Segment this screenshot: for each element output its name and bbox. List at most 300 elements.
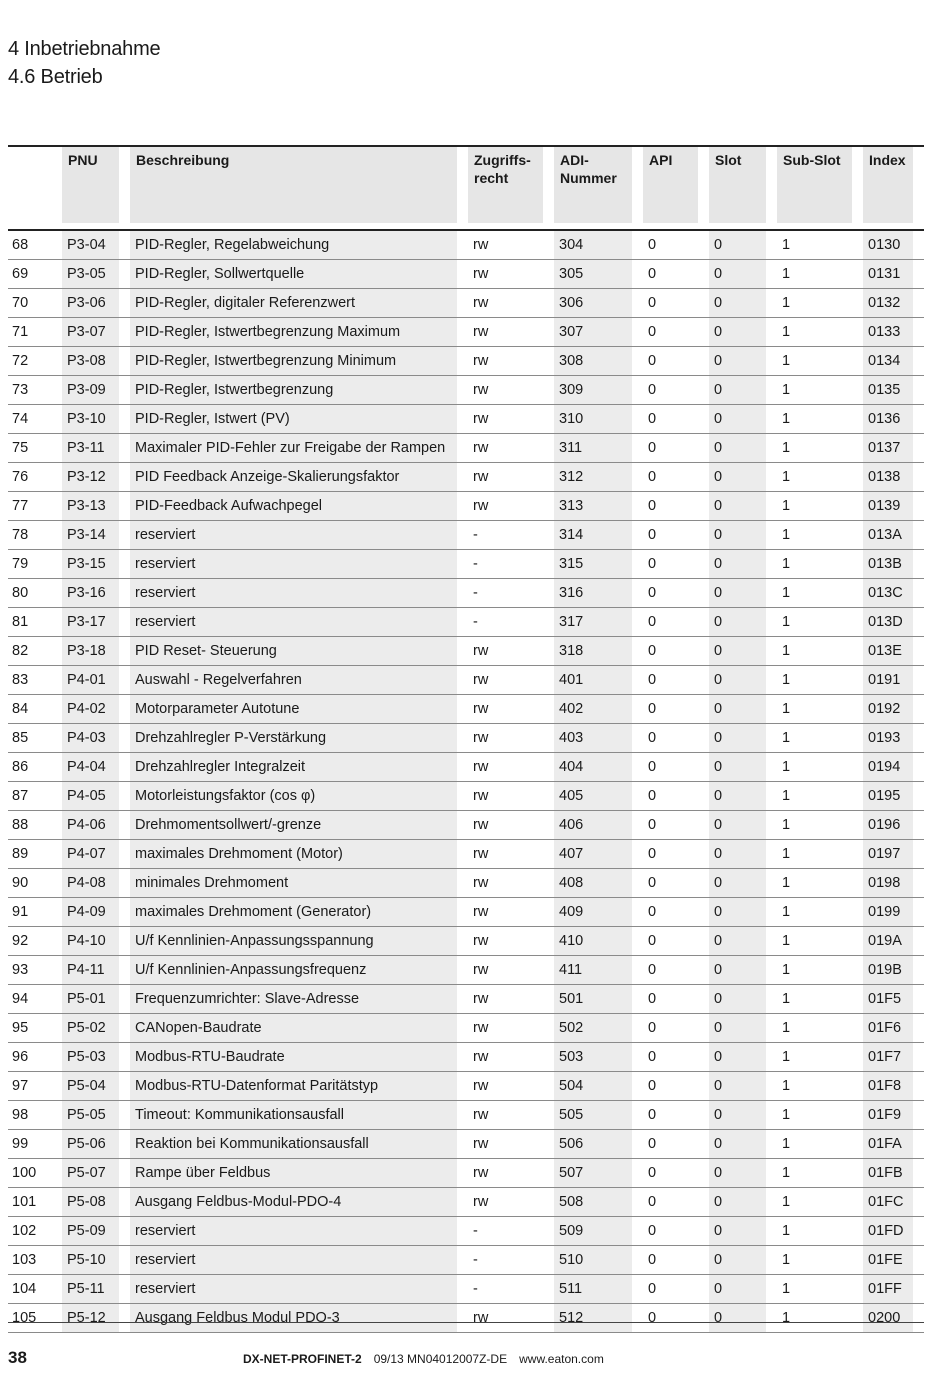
cell-zugriffsrecht — [468, 1188, 554, 1217]
cell-pnu — [62, 840, 130, 869]
cell-text: - — [473, 614, 478, 630]
cell-sub-slot — [777, 1072, 863, 1101]
cell-pnu — [62, 463, 130, 492]
cell-api — [643, 521, 709, 550]
cell-text: P5-08 — [62, 1188, 119, 1216]
cell-sub-slot — [777, 347, 863, 376]
cell-slot — [709, 1072, 777, 1101]
cell-text: 013E — [863, 637, 913, 665]
cell-text: Auswahl - Regelverfahren — [130, 666, 457, 694]
cell-text: P5-06 — [62, 1130, 119, 1158]
cell-sub-slot — [777, 1217, 863, 1246]
cell-pnu — [62, 898, 130, 927]
cell-text: rw — [473, 469, 489, 485]
cell-text: 0 — [709, 927, 766, 955]
cell-text: P5-10 — [62, 1246, 119, 1274]
cell-text: 0 — [709, 492, 766, 520]
cell-zugriffsrecht — [468, 637, 554, 666]
cell-api — [643, 1014, 709, 1043]
header-label: Slot — [709, 147, 766, 223]
cell-index — [863, 231, 924, 260]
cell-text: U/f Kennlinien-Anpassungsfrequenz — [130, 956, 457, 984]
cell-text: rw — [473, 701, 489, 717]
cell-text: rw — [473, 440, 489, 456]
cell-text: rw — [473, 1078, 489, 1094]
cell-index — [863, 637, 924, 666]
cell-text: 401 — [554, 666, 632, 694]
cell-slot — [709, 1188, 777, 1217]
cell-index — [863, 1130, 924, 1159]
cell-text: PID-Regler, Istwertbegrenzung Maximum — [130, 318, 457, 346]
cell-text: 01FD — [863, 1217, 913, 1245]
cell-adi-nummer — [554, 666, 643, 695]
cell-text: 0 — [709, 1304, 766, 1332]
cell-sub-slot — [777, 898, 863, 927]
cell-slot — [709, 492, 777, 521]
cell-text: 1 — [782, 295, 791, 311]
cell-api — [643, 289, 709, 318]
cell-text: 84 — [12, 701, 29, 717]
cell-text: P4-08 — [62, 869, 119, 897]
cell-text: P4-07 — [62, 840, 119, 868]
cell-pnu — [62, 434, 130, 463]
cell-index — [863, 695, 924, 724]
cell-text: Timeout: Kommunikationsausfall — [130, 1101, 457, 1129]
cell-adi-nummer — [554, 1246, 643, 1275]
cell-slot — [709, 782, 777, 811]
cell-index — [863, 550, 924, 579]
cell-text: 97 — [12, 1078, 29, 1094]
cell-zugriffsrecht — [468, 608, 554, 637]
cell-text: 502 — [554, 1014, 632, 1042]
cell-sub-slot — [777, 1159, 863, 1188]
cell-beschreibung — [130, 782, 468, 811]
cell-zugriffsrecht — [468, 1159, 554, 1188]
header-col-slot — [709, 145, 777, 231]
cell-zugriffsrecht — [468, 985, 554, 1014]
cell-text: 1 — [782, 962, 791, 978]
cell-text: P3-18 — [62, 637, 119, 665]
cell-api — [643, 376, 709, 405]
cell-text: P3-10 — [62, 405, 119, 433]
cell-nr — [8, 260, 62, 289]
cell-slot — [709, 579, 777, 608]
cell-adi-nummer — [554, 521, 643, 550]
cell-text: 1 — [782, 875, 791, 891]
header-label: Index — [863, 147, 913, 223]
cell-text: 95 — [12, 1020, 29, 1036]
cell-text: 01FA — [863, 1130, 913, 1158]
cell-text: 0 — [648, 875, 657, 891]
cell-nr — [8, 1159, 62, 1188]
cell-sub-slot — [777, 1188, 863, 1217]
cell-api — [643, 463, 709, 492]
cell-text: P5-05 — [62, 1101, 119, 1129]
cell-sub-slot — [777, 1275, 863, 1304]
cell-sub-slot — [777, 405, 863, 434]
cell-index — [863, 463, 924, 492]
cell-text: 1 — [782, 440, 791, 456]
cell-text: 01FF — [863, 1275, 913, 1303]
cell-index — [863, 347, 924, 376]
cell-text: Ausgang Feldbus Modul PDO-3 — [130, 1304, 457, 1332]
cell-adi-nummer — [554, 608, 643, 637]
cell-text: 0197 — [863, 840, 913, 868]
cell-text: 314 — [554, 521, 632, 549]
cell-index — [863, 521, 924, 550]
cell-text: 0 — [709, 434, 766, 462]
cell-text: 0 — [648, 1223, 657, 1239]
cell-text: 1 — [782, 701, 791, 717]
cell-api — [643, 260, 709, 289]
cell-sub-slot — [777, 753, 863, 782]
cell-text: 0 — [648, 353, 657, 369]
cell-adi-nummer — [554, 550, 643, 579]
cell-text: P4-04 — [62, 753, 119, 781]
cell-pnu — [62, 1043, 130, 1072]
cell-text: P4-11 — [62, 956, 119, 984]
cell-text: 78 — [12, 527, 29, 543]
cell-text: 0 — [648, 585, 657, 601]
cell-nr — [8, 1130, 62, 1159]
cell-text: reserviert — [130, 1275, 457, 1303]
cell-text: 0 — [709, 231, 766, 259]
cell-adi-nummer — [554, 1130, 643, 1159]
cell-pnu — [62, 695, 130, 724]
cell-index — [863, 840, 924, 869]
cell-text: 71 — [12, 324, 29, 340]
cell-text: Modbus-RTU-Datenformat Paritätstyp — [130, 1072, 457, 1100]
cell-text: Drehzahlregler P-Verstärkung — [130, 724, 457, 752]
cell-nr — [8, 289, 62, 318]
cell-nr — [8, 1188, 62, 1217]
cell-nr — [8, 1014, 62, 1043]
cell-api — [643, 811, 709, 840]
cell-text: 0 — [648, 440, 657, 456]
cell-text: 511 — [554, 1275, 632, 1303]
cell-slot — [709, 840, 777, 869]
cell-zugriffsrecht — [468, 927, 554, 956]
cell-text: 1 — [782, 672, 791, 688]
cell-text: 1 — [782, 1020, 791, 1036]
table-row — [8, 405, 924, 434]
cell-beschreibung — [130, 1188, 468, 1217]
cell-text: 1 — [782, 1136, 791, 1152]
cell-text: 69 — [12, 266, 29, 282]
cell-text: 0132 — [863, 289, 913, 317]
cell-text: rw — [473, 382, 489, 398]
cell-zugriffsrecht — [468, 347, 554, 376]
cell-nr — [8, 1304, 62, 1333]
cell-zugriffsrecht — [468, 695, 554, 724]
cell-sub-slot — [777, 289, 863, 318]
cell-text: P5-07 — [62, 1159, 119, 1187]
cell-api — [643, 579, 709, 608]
cell-text: P5-09 — [62, 1217, 119, 1245]
cell-beschreibung — [130, 724, 468, 753]
cell-text: Rampe über Feldbus — [130, 1159, 457, 1187]
cell-text: 411 — [554, 956, 632, 984]
cell-index — [863, 608, 924, 637]
cell-text: rw — [473, 788, 489, 804]
cell-text: rw — [473, 904, 489, 920]
cell-slot — [709, 1304, 777, 1333]
table-row — [8, 1275, 924, 1304]
cell-adi-nummer — [554, 1217, 643, 1246]
cell-slot — [709, 260, 777, 289]
header-col-beschreibung — [130, 145, 468, 231]
cell-zugriffsrecht — [468, 289, 554, 318]
cell-sub-slot — [777, 492, 863, 521]
table-row — [8, 289, 924, 318]
cell-text: 0139 — [863, 492, 913, 520]
cell-beschreibung — [130, 695, 468, 724]
cell-adi-nummer — [554, 376, 643, 405]
cell-text: Maximaler PID-Fehler zur Freigabe der Rampen — [130, 434, 457, 462]
cell-sub-slot — [777, 637, 863, 666]
table-row — [8, 1159, 924, 1188]
cell-text: P3-09 — [62, 376, 119, 404]
cell-adi-nummer — [554, 840, 643, 869]
cell-zugriffsrecht — [468, 318, 554, 347]
cell-index — [863, 985, 924, 1014]
cell-api — [643, 318, 709, 347]
cell-text: 503 — [554, 1043, 632, 1071]
cell-text: 313 — [554, 492, 632, 520]
cell-text: rw — [473, 1194, 489, 1210]
cell-text: rw — [473, 1310, 489, 1326]
cell-api — [643, 231, 709, 260]
cell-text: 103 — [12, 1252, 37, 1268]
cell-pnu — [62, 521, 130, 550]
cell-index — [863, 1217, 924, 1246]
cell-sub-slot — [777, 956, 863, 985]
cell-text: 1 — [782, 469, 791, 485]
cell-adi-nummer — [554, 231, 643, 260]
cell-slot — [709, 666, 777, 695]
cell-slot — [709, 811, 777, 840]
cell-text: Frequenzumrichter: Slave-Adresse — [130, 985, 457, 1013]
cell-text: 308 — [554, 347, 632, 375]
cell-text: 88 — [12, 817, 29, 833]
cell-index — [863, 405, 924, 434]
table-row — [8, 579, 924, 608]
cell-text: 0 — [709, 898, 766, 926]
section-heading: 4.6 Betrieb — [8, 66, 103, 88]
cell-text: 0 — [709, 637, 766, 665]
cell-text: 505 — [554, 1101, 632, 1129]
cell-nr — [8, 985, 62, 1014]
parameter-table — [8, 145, 924, 1333]
cell-slot — [709, 405, 777, 434]
cell-text: 1 — [782, 1107, 791, 1123]
cell-text: minimales Drehmoment — [130, 869, 457, 897]
cell-adi-nummer — [554, 1304, 643, 1333]
cell-zugriffsrecht — [468, 840, 554, 869]
table-row — [8, 811, 924, 840]
cell-text: 0 — [709, 1101, 766, 1129]
cell-pnu — [62, 753, 130, 782]
cell-index — [863, 1159, 924, 1188]
cell-text: P5-03 — [62, 1043, 119, 1071]
cell-text: 1 — [782, 527, 791, 543]
cell-text: 309 — [554, 376, 632, 404]
cell-zugriffsrecht — [468, 376, 554, 405]
cell-text: rw — [473, 295, 489, 311]
cell-text: 509 — [554, 1217, 632, 1245]
cell-nr — [8, 376, 62, 405]
cell-text: maximales Drehmoment (Motor) — [130, 840, 457, 868]
cell-text: 0 — [648, 933, 657, 949]
cell-text: 0 — [709, 724, 766, 752]
cell-text: 0 — [709, 376, 766, 404]
cell-text: rw — [473, 759, 489, 775]
cell-text: 1 — [782, 904, 791, 920]
cell-nr — [8, 347, 62, 376]
cell-pnu — [62, 666, 130, 695]
cell-text: Modbus-RTU-Baudrate — [130, 1043, 457, 1071]
header-col-nr — [8, 145, 62, 231]
cell-text: 87 — [12, 788, 29, 804]
cell-index — [863, 753, 924, 782]
cell-index — [863, 956, 924, 985]
header-label — [8, 147, 51, 223]
cell-adi-nummer — [554, 579, 643, 608]
cell-pnu — [62, 1101, 130, 1130]
cell-text: rw — [473, 266, 489, 282]
cell-text: 0 — [709, 1130, 766, 1158]
cell-adi-nummer — [554, 695, 643, 724]
cell-text: reserviert — [130, 1217, 457, 1245]
cell-text: 0 — [648, 1107, 657, 1123]
cell-text: 0 — [648, 382, 657, 398]
cell-api — [643, 405, 709, 434]
cell-index — [863, 869, 924, 898]
cell-pnu — [62, 956, 130, 985]
cell-adi-nummer — [554, 1275, 643, 1304]
cell-beschreibung — [130, 260, 468, 289]
cell-text: rw — [473, 1049, 489, 1065]
cell-text: 317 — [554, 608, 632, 636]
cell-index — [863, 492, 924, 521]
cell-text: U/f Kennlinien-Anpassungsspannung — [130, 927, 457, 955]
cell-text: PID-Regler, Sollwertquelle — [130, 260, 457, 288]
cell-text: 73 — [12, 382, 29, 398]
table-row — [8, 521, 924, 550]
cell-text: 1 — [782, 846, 791, 862]
cell-text: 312 — [554, 463, 632, 491]
cell-zugriffsrecht — [468, 1275, 554, 1304]
cell-text: 105 — [12, 1310, 37, 1326]
doc-title: DX-NET-PROFINET-2 — [243, 1352, 362, 1366]
cell-pnu — [62, 637, 130, 666]
cell-text: 013C — [863, 579, 913, 607]
cell-pnu — [62, 927, 130, 956]
cell-text: 0 — [709, 550, 766, 578]
header-col-zugriffsrecht — [468, 145, 554, 231]
cell-zugriffsrecht — [468, 869, 554, 898]
cell-text: 0 — [648, 614, 657, 630]
cell-text: 0 — [648, 295, 657, 311]
cell-text: 99 — [12, 1136, 29, 1152]
cell-text: 0 — [648, 991, 657, 1007]
cell-nr — [8, 1101, 62, 1130]
table-row — [8, 231, 924, 260]
cell-text: 0 — [648, 266, 657, 282]
cell-text: 01FE — [863, 1246, 913, 1274]
table-row — [8, 666, 924, 695]
footer-rule — [8, 1322, 924, 1323]
cell-nr — [8, 1275, 62, 1304]
cell-text: 315 — [554, 550, 632, 578]
cell-text: 72 — [12, 353, 29, 369]
cell-sub-slot — [777, 463, 863, 492]
cell-text: 0133 — [863, 318, 913, 346]
cell-text: 0 — [648, 904, 657, 920]
cell-pnu — [62, 1014, 130, 1043]
cell-sub-slot — [777, 811, 863, 840]
cell-slot — [709, 695, 777, 724]
table-row — [8, 695, 924, 724]
table-header — [8, 145, 924, 231]
cell-text: 1 — [782, 1078, 791, 1094]
cell-text: P3-15 — [62, 550, 119, 578]
cell-text: 1 — [782, 1049, 791, 1065]
cell-index — [863, 260, 924, 289]
cell-index — [863, 1275, 924, 1304]
cell-text: 0 — [648, 1310, 657, 1326]
cell-text: 507 — [554, 1159, 632, 1187]
cell-zugriffsrecht — [468, 1101, 554, 1130]
cell-text: P4-09 — [62, 898, 119, 926]
cell-slot — [709, 231, 777, 260]
cell-text: P4-10 — [62, 927, 119, 955]
header-col-sub-slot — [777, 145, 863, 231]
cell-text: 102 — [12, 1223, 37, 1239]
cell-text: 0 — [648, 1078, 657, 1094]
cell-pnu — [62, 260, 130, 289]
cell-pnu — [62, 579, 130, 608]
cell-text: 90 — [12, 875, 29, 891]
cell-sub-slot — [777, 1246, 863, 1275]
cell-text: reserviert — [130, 579, 457, 607]
cell-index — [863, 1101, 924, 1130]
cell-text: 0194 — [863, 753, 913, 781]
cell-text: maximales Drehmoment (Generator) — [130, 898, 457, 926]
cell-index — [863, 1246, 924, 1275]
cell-text: 01F7 — [863, 1043, 913, 1071]
table-row — [8, 985, 924, 1014]
cell-text: 0 — [648, 469, 657, 485]
cell-text: P4-05 — [62, 782, 119, 810]
cell-api — [643, 985, 709, 1014]
cell-text: 318 — [554, 637, 632, 665]
header-col-api — [643, 145, 709, 231]
cell-sub-slot — [777, 231, 863, 260]
cell-text: 0 — [648, 1049, 657, 1065]
cell-text: 402 — [554, 695, 632, 723]
cell-text: 0192 — [863, 695, 913, 723]
cell-text: 0191 — [863, 666, 913, 694]
cell-beschreibung — [130, 753, 468, 782]
cell-sub-slot — [777, 550, 863, 579]
cell-beschreibung — [130, 492, 468, 521]
footer-doc-info — [243, 1352, 604, 1366]
cell-text: Drehzahlregler Integralzeit — [130, 753, 457, 781]
website: www.eaton.com — [519, 1352, 604, 1366]
cell-api — [643, 956, 709, 985]
cell-text: 1 — [782, 382, 791, 398]
